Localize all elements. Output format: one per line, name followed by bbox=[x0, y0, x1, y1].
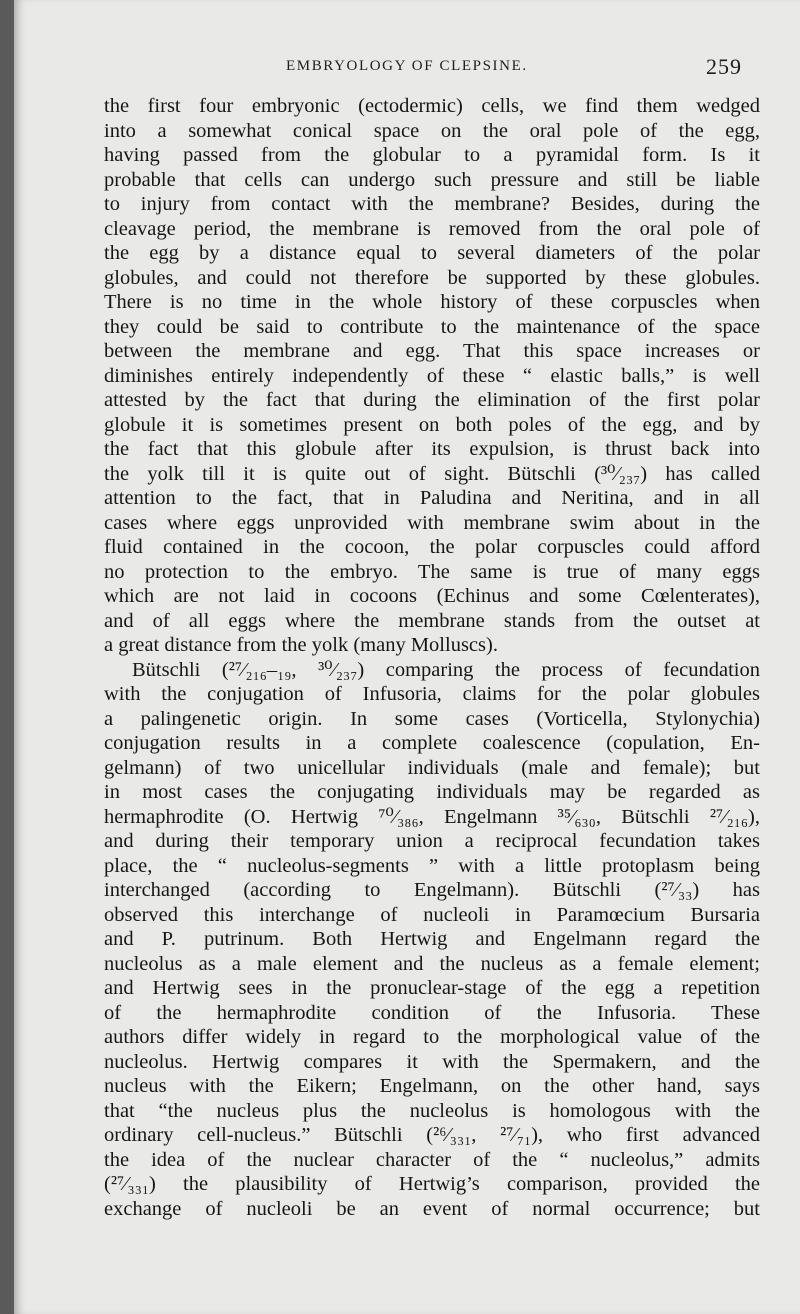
text-line: to injury from contact with the membrane? Besides, during the bbox=[104, 193, 760, 215]
page-number: 259 bbox=[706, 54, 742, 79]
text-line: globule it is sometimes present on both poles of the egg, and by bbox=[104, 413, 760, 436]
text-line: the yolk till it is quite out of sight. Bütschli (³⁰⁄₂₃₇) has called bbox=[104, 462, 760, 485]
text-line: nucleolus as a male element and the nucleus as a female element; bbox=[104, 952, 760, 975]
text-line: authors differ widely in regard to the morphological value of the bbox=[104, 1026, 760, 1048]
text-line: attested by the fact that during the elimination of the first polar bbox=[104, 389, 760, 411]
text-line: (²⁷⁄₃₃₁) the plausibility of Hertwig’s comparison, provided the bbox=[104, 1173, 760, 1195]
text-line: place, the “ nucleolus-segments ” with a little protoplasm being bbox=[104, 854, 760, 877]
text-line: interchanged (according to Engelmann). Bütschli (²⁷⁄₃₃) has bbox=[104, 879, 760, 901]
text-line: exchange of nucleoli be an event of normal occurrence; but bbox=[104, 1197, 760, 1220]
book-page bbox=[14, 0, 800, 1314]
text-line: probable that cells can undergo such pressure and still be liable bbox=[104, 168, 760, 191]
text-line: the fact that this globule after its expulsion, is thrust back into bbox=[104, 438, 760, 460]
paragraph-1 bbox=[104, 94, 760, 658]
text-line: and Hertwig sees in the pronuclear-stage of the egg a repetition bbox=[104, 977, 760, 999]
text-line: with the conjugation of Infusoria, claims for the polar globules bbox=[104, 683, 760, 705]
text-line: cleavage period, the membrane is removed from the oral pole of bbox=[104, 217, 760, 240]
text-line: and of all eggs where the membrane stands from the outset at bbox=[104, 609, 760, 632]
text-line: the egg by a distance equal to several diameters of the polar bbox=[104, 242, 760, 264]
text-line: globules, and could not therefore be supported by these globules. bbox=[104, 266, 760, 289]
text-line: a great distance from the yolk (many Molluscs). bbox=[104, 634, 498, 656]
text-line: into a somewhat conical space on the oral pole of the egg, bbox=[104, 119, 760, 142]
paragraph-2 bbox=[104, 658, 760, 1222]
text-line: observed this interchange of nucleoli in Paramœcium Bursaria bbox=[104, 903, 760, 926]
text-line: between the membrane and egg. That this space increases or bbox=[104, 340, 760, 362]
text-line: attention to the fact, that in Paludina and Neritina, and in all bbox=[104, 487, 760, 509]
text-line: which are not laid in cocoons (Echinus and some Cœlenterates), bbox=[104, 585, 760, 607]
text-line: they could be said to contribute to the maintenance of the space bbox=[104, 315, 760, 338]
text-line: fluid contained in the cocoon, the polar corpuscles could afford bbox=[104, 536, 760, 558]
text-line: ordinary cell-nucleus.” Bütschli (²⁶⁄₃₃₁, ²⁷⁄₇₁), who first advanced bbox=[104, 1124, 760, 1146]
text-line: conjugation results in a complete coalescence (copulation, En- bbox=[104, 732, 760, 754]
text-line: of the hermaphrodite condition of the Infusoria. These bbox=[104, 1001, 760, 1024]
running-head: EMBRYOLOGY OF CLEPSINE. bbox=[286, 58, 528, 74]
text-line: There is no time in the whole history of these corpuscles when bbox=[104, 291, 760, 313]
text-line: nucleus with the Eikern; Engelmann, on the other hand, says bbox=[104, 1075, 760, 1097]
text-line: that “the nucleus plus the nucleolus is homologous with the bbox=[104, 1099, 760, 1122]
text-line: having passed from the globular to a pyramidal form. Is it bbox=[104, 144, 760, 166]
text-line: and P. putrinum. Both Hertwig and Engelmann regard the bbox=[104, 928, 760, 950]
body-text bbox=[104, 94, 760, 1221]
text-line: no protection to the embryo. The same is true of many eggs bbox=[104, 560, 760, 583]
text-line: cases where eggs unprovided with membrane swim about in the bbox=[104, 511, 760, 534]
page-header bbox=[14, 52, 800, 88]
text-line: a palingenetic origin. In some cases (Vorticella, Stylonychia) bbox=[104, 707, 760, 730]
text-line: diminishes entirely independently of these “ elastic balls,” is well bbox=[104, 364, 760, 387]
text-line: and during their temporary union a reciprocal fecundation takes bbox=[104, 830, 760, 852]
text-line: gelmann) of two unicellular individuals (male and female); but bbox=[104, 756, 760, 779]
text-line: the idea of the nuclear character of the “ nucleolus,” admits bbox=[104, 1148, 760, 1171]
text-line: the first four embryonic (ectodermic) cells, we find them wedged bbox=[104, 95, 760, 117]
text-line: hermaphrodite (O. Hertwig ⁷⁰⁄₃₈₆, Engelmann ³⁵⁄₆₃₀, Bütschli ²⁷⁄₂₁₆), bbox=[104, 805, 760, 828]
text-line: nucleolus. Hertwig compares it with the Spermakern, and the bbox=[104, 1050, 760, 1073]
text-line: Bütschli (²⁷⁄₂₁₆–₁₉, ³⁰⁄₂₃₇) comparing the process of fecundation bbox=[132, 658, 760, 681]
text-line: in most cases the conjugating individuals may be regarded as bbox=[104, 781, 760, 803]
